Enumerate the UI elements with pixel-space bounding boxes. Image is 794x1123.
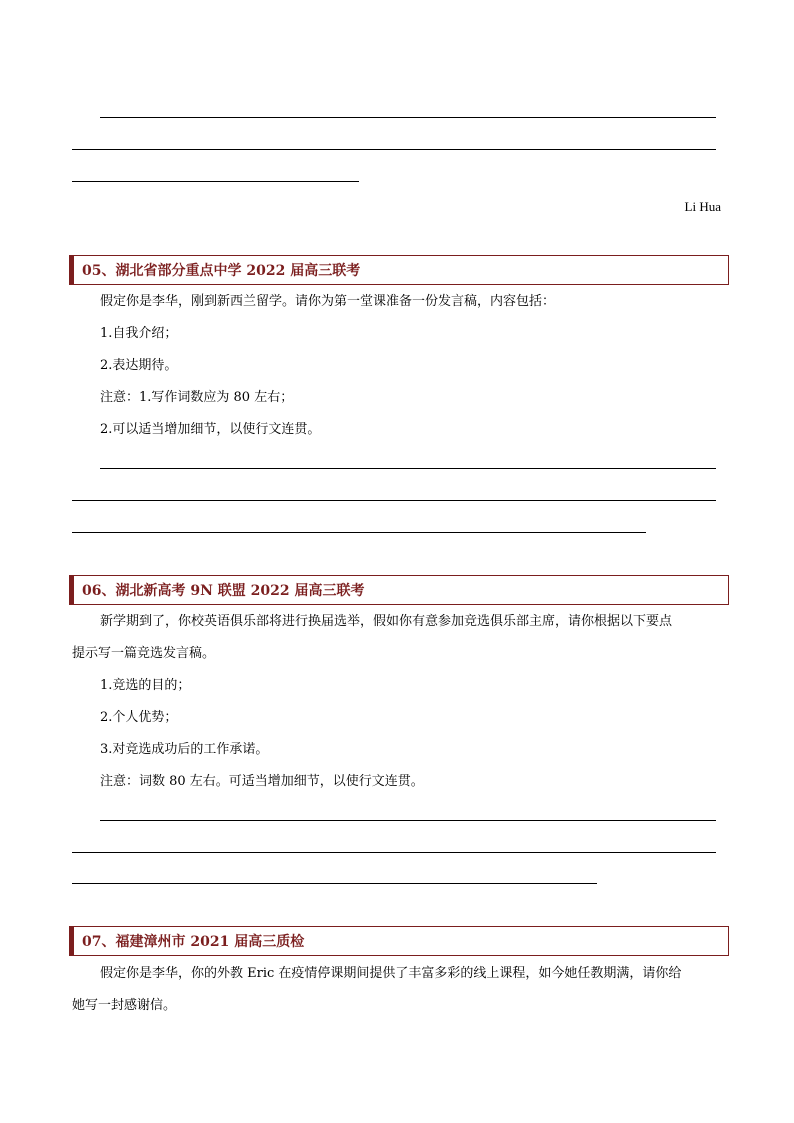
answer-line [100, 820, 716, 821]
prompt-text: 2.个人优势； [100, 710, 178, 725]
answer-line [72, 500, 716, 501]
section-title: 07、福建漳州市 2021 届高三质检 [82, 934, 305, 950]
answer-line [100, 117, 716, 118]
answer-line [72, 532, 646, 533]
prompt-text: 注意：1.写作词数应为 80 左右； [100, 390, 294, 405]
prompt-text: 2.表达期待。 [100, 358, 178, 373]
section-heading [69, 575, 729, 605]
prompt-text: 1.竞选的目的； [100, 678, 191, 693]
answer-line [72, 852, 716, 853]
prompt-text: 1.自我介绍； [100, 326, 178, 341]
section-title: 05、湖北省部分重点中学 2022 届高三联考 [82, 263, 361, 279]
prompt-text: 她写一封感谢信。 [72, 998, 177, 1013]
section-title: 06、湖北新高考 9N 联盟 2022 届高三联考 [82, 583, 365, 599]
prompt-text: 假定你是李华，刚到新西兰留学。请你为第一堂课准备一份发言稿，内容包括： [100, 294, 556, 309]
prompt-text: 新学期到了，你校英语俱乐部将进行换届选举，假如你有意参加竞选俱乐部主席，请你根据以下要点 [100, 614, 673, 629]
answer-line [72, 181, 359, 182]
answer-line [100, 468, 716, 469]
signature: Li Hua [684, 199, 721, 214]
prompt-text: 注意：词数 80 左右。可适当增加细节，以使行文连贯。 [100, 774, 424, 789]
prompt-text: 提示写一篇竞选发言稿。 [72, 646, 216, 661]
section-heading [69, 926, 729, 956]
section-heading [69, 255, 729, 285]
prompt-text: 2.可以适当增加细节，以使行文连贯。 [100, 422, 321, 437]
prompt-text: 3.对竞选成功后的工作承诺。 [100, 742, 269, 757]
answer-line [72, 883, 597, 884]
prompt-text: 假定你是李华，你的外教 Eric 在疫情停课期间提供了丰富多彩的线上课程，如今她任教期满，请你给 [100, 966, 682, 981]
answer-line [72, 149, 716, 150]
